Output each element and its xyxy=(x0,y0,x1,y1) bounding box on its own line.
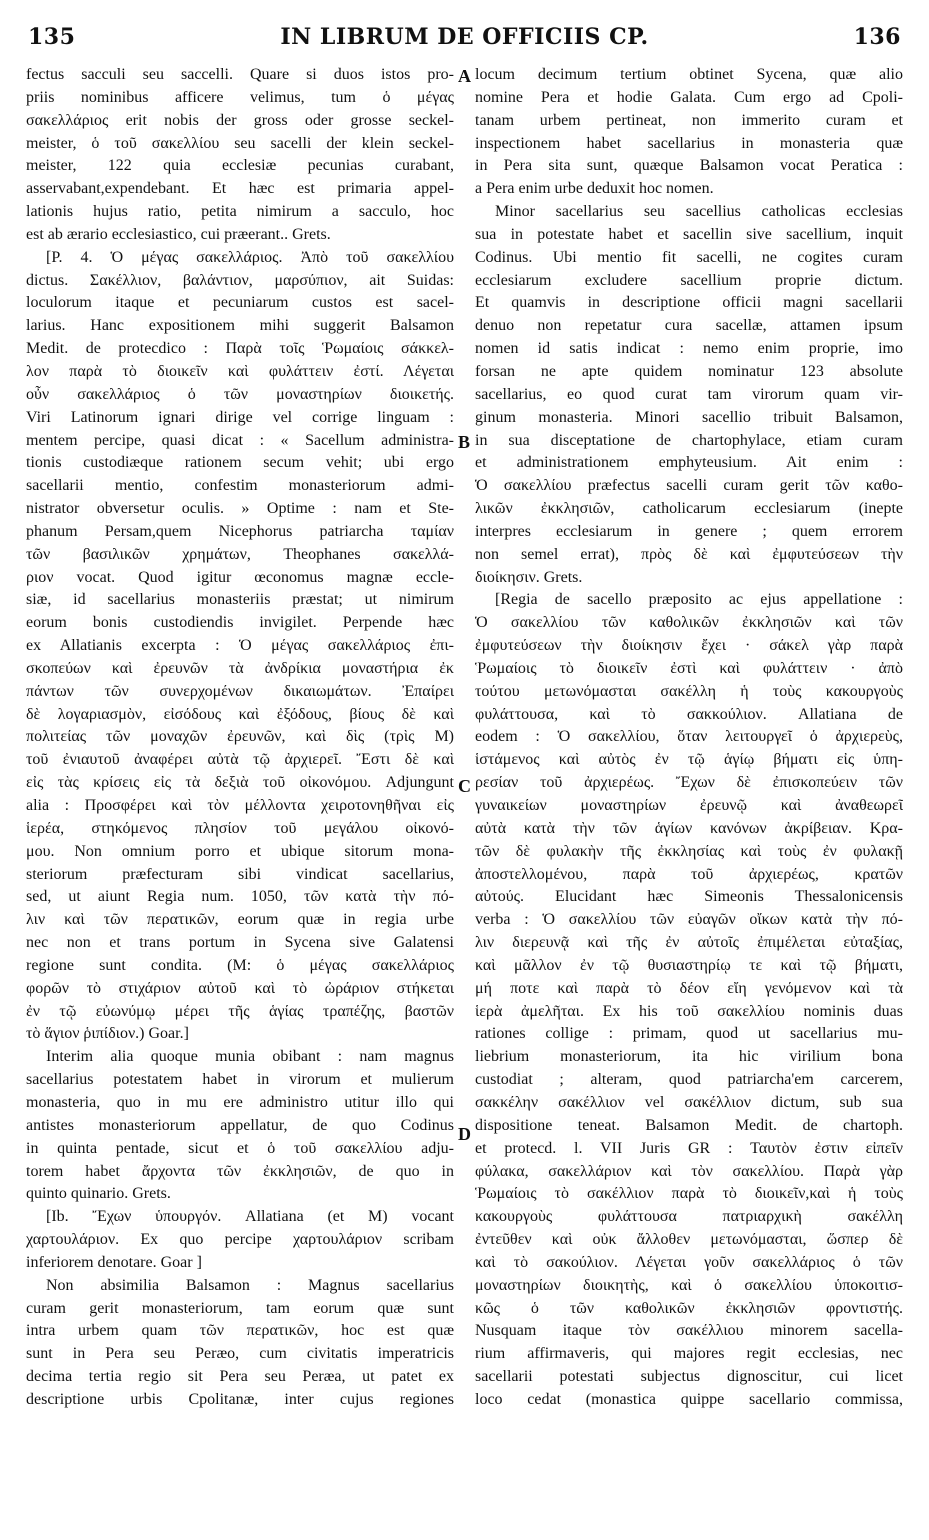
margin-letter-c: C xyxy=(458,776,471,796)
text-line: priis nominibus afficere velimus, tum ὁ μέγας xyxy=(26,88,454,106)
text-line: Ῥωμαίοις τὸ διοικεῖν ἐστὶ καὶ φυλάττειν · ἀπὸ xyxy=(475,659,903,677)
text-line: dictus. Σακέλλιον, βαλάντιον, μαρσύπιον, ait Suidas: xyxy=(26,271,454,289)
text-line: sacellarius potestatem habet in virorum et mulierum xyxy=(26,1071,454,1089)
text-line: αὐτούς. Elucidant hæc Simeonis Thessalonicensis xyxy=(475,888,903,906)
text-line: liebrium monasteriorum, ita hic virilium bona xyxy=(475,1048,903,1066)
text-line: regione sunt condita. (M: ὁ μέγας σακελλάριος xyxy=(26,956,454,974)
text-line: Minor sacellarius seu sacellius catholicas ecclesias xyxy=(495,203,903,221)
text-line: custodiat ; alteram, quod patriarcha'em carcerem, xyxy=(475,1071,903,1089)
page-header xyxy=(0,0,929,62)
text-line: quinto quinario. Grets. xyxy=(26,1185,171,1203)
text-line: Medit. de protecdico : Παρὰ τοῖς Ῥωμαίοις σάκκελ- xyxy=(26,340,454,358)
left-page-number: 135 xyxy=(28,24,76,50)
text-line: et protecd. l. VII Juris GR : Ταυτὸν ἐστιν εἰπεῖν xyxy=(475,1139,903,1157)
text-line: et administrationem emphyteusium. Ait enim : xyxy=(475,454,903,472)
text-line: τὸ ἅγιον ῥιπίδιον.) Goar.] xyxy=(26,1025,189,1043)
text-line: locum decimum tertium obtinet Sycena, quæ alio xyxy=(475,66,903,83)
text-line: a Pera enim urbe deduxit hoc nomen. xyxy=(475,180,714,198)
text-line: sacellarii potestati subjectus dignoscitur, cui licet xyxy=(475,1368,903,1386)
text-line: tanam urbem pertineat, non immerito curam et xyxy=(475,111,903,129)
text-line: meister, 122 quia ecclesiæ pecunias curabant, xyxy=(26,157,454,175)
text-line: πάντων τῶν συνερχομένων δικαιωμάτων. Ἐπαίρει xyxy=(26,682,454,700)
text-line: εἰς τὰς κρίσεις εἰς τὰ δεξιὰ τοῦ οἰκονόμου. Adjungunt xyxy=(26,774,454,792)
text-line: dispositione teneat. Balsamon Medit. de chartoph. xyxy=(475,1116,903,1134)
text-line: sunt in Pera seu Peræo, cum civitatis imperatricis xyxy=(26,1345,454,1363)
text-line: φυλάττουσα, καὶ τὸ σακκούλιον. Allatiana de xyxy=(475,705,903,723)
text-line: ἐντεῦθεν καὶ οὐκ ἄλλοθεν μετωνόμασται, ὥσπερ δὲ xyxy=(475,1231,903,1249)
text-line: τούτου μετωνόμασται σακέλλη ἡ τοὺς κακουργοὺς xyxy=(475,682,903,700)
text-line: mentem percipe, quasi dicat : « Sacellum administra- xyxy=(26,431,454,449)
text-line: phanum Persam,quem Nicephorus patriarcha ταμίαν xyxy=(26,522,454,540)
text-line: Nusquam itaque τὸν σακέλλιου minorem sacella- xyxy=(475,1322,903,1340)
text-line: καὶ τὸ σακούλιον. Λέγεται γοῦν σακελλάριος ὁ τῶν xyxy=(475,1253,903,1271)
margin-letter-a: A xyxy=(458,66,471,86)
text-line: larius. Hanc expositionem mihi suggerit Balsamon xyxy=(26,317,454,335)
text-line: loculorum itaque et pecuniarum custos est sacel- xyxy=(26,294,454,312)
text-line: αὐτὰ κατὰ τὴν τῶν ἁγίων κανόνων ἀκρίβειαν. Κρα- xyxy=(475,819,903,837)
text-line: in sua disceptatione de chartophylace, etiam curam xyxy=(475,431,903,449)
text-line: eorum bonis custodiendis invigilet. Perpende hæc xyxy=(26,614,454,632)
text-line: μου. Non omnium porro et ubique sitorum mona- xyxy=(26,842,454,860)
text-line: οὖν σακελλάριος ὁ τῶν μοναστηρίων διοικετής. xyxy=(26,385,454,403)
text-line: nec non et trans portum in Sycena sive Galatensi xyxy=(26,934,454,952)
text-line: σακελλάριος erit nobis der gross oder grosse seckel- xyxy=(26,111,454,129)
text-line: sua in potestate habet et sacellin sive sacellium, inquit xyxy=(475,225,903,243)
text-line: ex Allatianis excerpta : Ὁ μέγας σακελλάριος ἐπι- xyxy=(26,637,454,655)
text-line: loco cedat (monastica quippe sacellario commissa, xyxy=(475,1390,903,1408)
text-line: rationes collige : primam, quod ut sacellarius mu- xyxy=(475,1025,903,1043)
text-line: κακουργοὺς φυλάττουσα πατριαρχικὴ σακέλλη xyxy=(475,1208,903,1226)
text-line: nomine Pera et hodie Galata. Cum ergo ad Cpoli- xyxy=(475,88,903,106)
text-line: ἱερὰ ἀμελῆται. Ex his τοῦ σακελλίου nominis duas xyxy=(475,1002,903,1020)
text-line: descriptione urbis Cpolitanæ, inter cujus regiones xyxy=(26,1390,454,1408)
text-line: verba : Ὁ σακελλίου τῶν εὐαγῶν οἴκων κατὰ τὴν πό- xyxy=(475,911,903,929)
text-line: Ὁ σακελλίου præfectus sacelli curam gerit τῶν καθο- xyxy=(475,477,903,495)
text-line: steriorum præfecturam sibi vindicat sacellarius, xyxy=(26,865,454,883)
right-text-column xyxy=(475,64,903,1530)
text-line: Interim alia quoque munia obibant : nam magnus xyxy=(46,1048,454,1066)
text-line: rium affirmaveris, qui majores regit ecclesias, nec xyxy=(475,1345,903,1363)
text-line: λιν διερευνᾷ καὶ τῆς ἐν αὐτοῖς ἐπιμέλεται εὐταξίας, xyxy=(475,934,903,952)
text-line: δὲ λογαριασμὸν, εἰσόδους καὶ ἐξόδους, βίους δὲ καὶ xyxy=(26,705,454,723)
text-line: σκοπεύων καὶ ἐρευνῶν τὰ ἀνδρίκια μοναστήρια ἐκ xyxy=(26,659,454,677)
text-line: nistrator obversetur oculis. » Optime : nam et Ste- xyxy=(26,500,454,518)
text-line: monasteria, quo in mu ere administro utitur illo qui xyxy=(26,1093,454,1111)
text-line: [Ib. Ἔχων ὑπουργόν. Allatiana (et M) vocant xyxy=(46,1208,454,1226)
text-line: sacellarius, eo quod curat tam virorum quam vir- xyxy=(475,385,903,403)
text-line: inspectionem habet sacellarius in monasteria quæ xyxy=(475,134,903,152)
text-line: Viri Latinorum ignari dirige vel corrige linguam : xyxy=(26,408,454,426)
text-line: ἀποστελλομένου, παρὰ τοῦ ἀρχιερέως, κρατῶν xyxy=(475,865,903,883)
text-line: ἱερέα, στηκόμενος πλησίον τοῦ μεγάλου οἰκονό- xyxy=(26,819,454,837)
text-line: λον παρὰ τὸ διοικεῖν καὶ φυλάττειν ἐστί. Λέγεται xyxy=(26,362,454,380)
left-text-column xyxy=(26,64,454,1530)
text-line: τῶν βασιλικῶν χρημάτων, Theophanes σακελλά- xyxy=(26,545,454,563)
text-line: λικῶν ἐκκλησιῶν, catholicarum ecclesiarum (inepte xyxy=(475,500,903,518)
text-line: σακκέλην σακέλλιον vel σακέλλιον dictum, sub sua xyxy=(475,1093,903,1111)
margin-letter-d: D xyxy=(458,1124,471,1144)
text-line: ριον vocat. Quod igitur œconomus magnæ eccle- xyxy=(26,568,454,586)
text-line: intra urbem quam τῶν περατικῶν, hoc est quæ xyxy=(26,1322,454,1340)
text-line: torem habet ἄρχοντα τῶν ἐκκλησιῶν, de quo in xyxy=(26,1162,454,1180)
text-line: interpres ecclesiarum in genere ; quem errorem xyxy=(475,522,903,540)
text-line: μή ποτε καὶ παρὰ τὸ δέον εἴη γενόμενον καὶ τὰ xyxy=(475,979,903,997)
text-line: Ῥωμαίοις τὸ σακέλλιον παρὰ τὸ διοικεῖν,καὶ ἡ τοὺς xyxy=(475,1185,903,1203)
text-line: χαρτουλάριον. Ex quo percipe χαρτουλάριον scribam xyxy=(26,1231,454,1249)
text-line: curam gerit monasteriorum, tam eorum quæ sunt xyxy=(26,1299,454,1317)
text-line: φύλακα, σακελλάριον καὶ τὸν σακελλίου. Παρὰ γὰρ xyxy=(475,1162,903,1180)
text-line: lationis hujus ratio, petita nimirum a sacculo, hoc xyxy=(26,203,454,221)
text-line: Non absimilia Balsamon : Magnus sacellarius xyxy=(46,1276,454,1294)
text-line: τῶν δὲ φυλακὴν τῆς ἐκκλησίας καὶ τοὺς ἐν φυλακῇ xyxy=(475,842,903,860)
text-line: Et quamvis in descriptione officii magni sacellarii xyxy=(475,294,903,312)
text-line: denuo non repetatur cura sacellæ, attamen ipsum xyxy=(475,317,903,335)
text-line: nomen id satis indicat : nemo enim proprie, imo xyxy=(475,340,903,358)
text-line: sed, ut aiunt Regia num. 1050, τῶν κατὰ τὴν πό- xyxy=(26,888,454,906)
text-line: [P. 4. Ὁ μέγας σακελλάριος. Ἀπὸ τοῦ σακελλίου xyxy=(46,248,454,266)
text-line: in quinta pentade, sicut et ὁ τοῦ σακελλίου adju- xyxy=(26,1139,454,1157)
text-line: Ὁ σακελλίου τῶν καθολικῶν ἐκκλησιῶν καὶ τῶν xyxy=(475,614,903,632)
text-line: τοῦ ἐνιαυτοῦ ἀναφέρει αὐτὰ τῷ ἀρχιερεῖ. Ἔστι δὲ καὶ xyxy=(26,751,454,769)
right-page-number: 136 xyxy=(853,24,901,50)
text-line: inferiorem denotare. Goar ] xyxy=(26,1253,202,1271)
text-line: meister, ὁ τοῦ σακελλίου seu sacelli der klein seckel- xyxy=(26,134,454,152)
text-line: forsan ne apte quidem nominatur 123 absolute xyxy=(475,362,903,380)
text-line: siæ, id sacellarius monasteriis præstat; ut nimirum xyxy=(26,591,454,609)
text-line: γυναικείων μοναστηρίων ἐρευνῷ καὶ ἀναθεωρεῖ xyxy=(475,797,903,814)
text-line: πολιτείας τῶν μοναχῶν ἐρευνῶν, καὶ δὶς (τρὶς M) xyxy=(26,728,454,746)
margin-letter-b: B xyxy=(458,432,471,452)
text-line: ρεσίαν τοῦ ἀρχιερέως. Ἔχων δὲ ἐπισκοπεύειν τῶν xyxy=(475,774,903,792)
text-line: ginum monasteria. Minori sacellio tribuit Balsamon, xyxy=(475,408,903,426)
text-line: ἱστάμενος καὶ αὐτὸς ἐν τῷ ἁγίῳ βήματι εἰς ὑπη- xyxy=(475,751,903,769)
text-line: κῶς ὁ τῶν καθολικῶν ἐκκλησιῶν φροντιστής. xyxy=(475,1299,903,1317)
text-line: ἐμφυτεύσεων τὴν διοίκησιν ἔχει · σάκελ γὰρ παρὰ xyxy=(475,637,903,655)
text-line: non semel errat), πρὸς δὲ καὶ ἐμφυτεύσεων τὴν xyxy=(475,545,903,563)
text-line: διοίκησιν. Grets. xyxy=(475,568,583,586)
text-line: fectus sacculi seu saccelli. Quare si duos istos pro- xyxy=(26,66,454,83)
text-line: in Pera sita sunt, quæque Balsamon vocat Peratica : xyxy=(475,157,903,175)
text-line: φορῶν τὸ στιχάριον αὐτοῦ καὶ τὸ ὠράριον στήκεται xyxy=(26,979,454,997)
text-line: decima tertia regio sit Pera seu Peræa, ut patet ex xyxy=(26,1368,454,1386)
text-line: sacellarii mentio, confestim monasteriorum admi- xyxy=(26,477,454,495)
text-line: λιν καὶ τῶν περατικῶν, eorum quæ in regia urbe xyxy=(26,911,454,929)
running-title: IN LIBRUM DE OFFICIIS CP. xyxy=(280,24,649,50)
text-line: alia : Προσφέρει καὶ τὸν μέλλοντα χειροτονηθῆναι εἰς xyxy=(26,797,454,814)
text-line: tionis custodiæque rationem secum vehit; ubi ergo xyxy=(26,454,454,472)
text-line: asservabant,expendebant. Et hæc est primaria appel- xyxy=(26,180,454,198)
text-line: est ab ærario ecclesiastico, cui præerant.. Grets. xyxy=(26,225,331,243)
text-line: μοναστηρίων διοικητὴς, καὶ ὁ σακελλίου ὑποκοιτισ- xyxy=(475,1276,903,1294)
text-line: ecclesiarum excludere sacellium proprie dictum. xyxy=(475,271,903,289)
text-line: ἐν τῷ εὐωνύμῳ μέρει τῆς ἁγίας τραπέζης, βαστῶν xyxy=(26,1002,454,1020)
text-line: καὶ μᾶλλον ἐν τῷ θυσιαστηρίῳ τε καὶ τῷ βήματι, xyxy=(475,956,903,974)
text-line: antistes monasteriorum appellatur, de quo Codinus xyxy=(26,1116,454,1134)
text-line: Codinus. Ubi mentio fit sacelli, ne cogites curam xyxy=(475,248,903,266)
text-line: [Regia de sacello præposito ac ejus appellatione : xyxy=(495,591,903,609)
text-line: eodem : Ὁ σακελλίου, ὅταν λειτουργεῖ ὁ ἀρχιερεὺς, xyxy=(475,728,903,746)
